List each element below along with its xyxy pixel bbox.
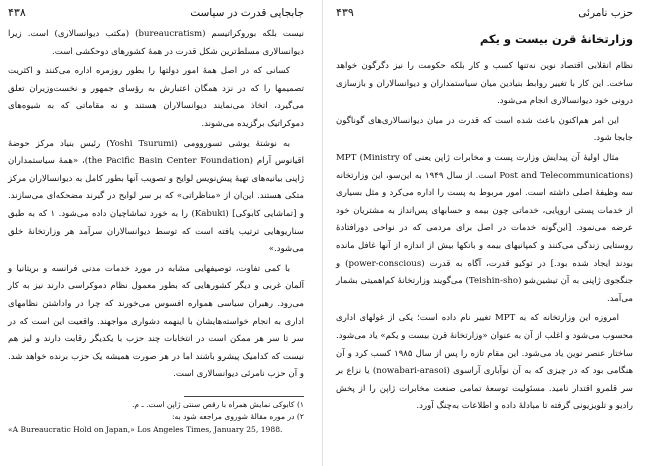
right-page xyxy=(326,0,647,466)
left-paragraph-3: به نوشتهٔ یوشی تسوروومی (Yoshi Tsurumi) رئیس بنیاد مرکز حوضهٔ اقیانوس آرام (the Pacific Basin Center Foundation)، «همهٔ سیاستمداران ژاپنی بیانیه‌های تهیهٔ پیش‌نویس لوایح و تصویب آنها بطور کامل به دیوانسالاران مرکز متکی هستند. این‌ان از «مناظراتی» که بر سر لوایح در گیرند مضحکه‌ای می‌سازند. و [تماشایی کابوکی] (Kabuki) را به خورد تماشاچیان داده می‌شود. ۱ که به طبق سناریوهایی ترتیب یافته است که توسط دیوانسالاران سرآمد هر وزارتخانهٔ خلق می‌شود.» xyxy=(8,138,305,255)
left-body-text xyxy=(8,26,304,384)
left-page-header xyxy=(8,6,304,22)
left-running-title: جابجایی قدرت در سیاست xyxy=(190,7,304,19)
right-paragraph-4: امروزه این وزارتخانه که به MPT تغییر نام داده است؛ یکی از غولهای اداری محسوب می‌شود و اغلب از آن به عنوان «وزارتخانهٔ قرن بیست و یکم» یاد می‌شود. ساختار عنصر نوین یاد می‌شود. این مقام تازه را پس از سال ۱۹۸۵ کسب کرد و آن هنگامی بود که در چیزی که به آن نوآباری آراسوی (nowabari-arasoi) یا نزاع بر سر قلمرو اقتدار نامید. مسئولیت توسعهٔ تمامی صنعت مخابرات ژاپن را از پخش رادیو و تلویزیونی گرفته تا مبادلهٔ داده و اطلاعات به‌چنگ آورد. xyxy=(336,313,633,412)
right-paragraph-1: نظام انقلابی اقتصاد نوین نه‌تنها کسب و کار بلکه حکومت را نیز دگرگون خواهد ساخت. این کار با تغییر روابط بنیادین میان سیاستمداران و دیوانسالاران و بازسازی درونی خود دیوانسالاری انجام می‌شود. xyxy=(336,61,633,107)
right-paragraph-2: این امر هم‌اکنون باعث شده است که قدرت در میان دیوانسالاری‌های گوناگون جابجا شود. xyxy=(336,115,633,144)
left-page xyxy=(0,0,318,466)
right-paragraph-3: مثال اولیهٔ آن پیدایش وزارت پست و مخابرات ژاپن یعنی MPT (Ministry of Post and Telecommunications) است. از سال ۱۹۴۹ به این‌سو، این وزارتخانه سه وظیفهٔ اصلی داشته است. امور مربوط به پست را اداره می‌کرد و مثل بسیاری از خدمات پستی اروپایی، خدماتی چون بیمه و حسابهای پس‌انداز به مشتریان خود عرضه می‌نمود. [این‌گونه خدمات در اصل برای مردمی که در نواحی دورافتادهٔ روستایی زندگی می‌کنند و کمپانیهای بیمه و بانکها بیش از اندازه از آنها غافل مانده بودند ایجاد شده بود.] در توکیو قدرت، آگاه به قدرت (power-conscious) و جنگجوی ژاپنی به آن تیشین‌شو (Teishin-sho) می‌گویند وزارتخانهٔ کم‌اهمیتی بشمار می‌آمد. xyxy=(336,152,634,304)
section-heading: وزارتخانهٔ قرن بیست و یکم xyxy=(479,32,633,46)
left-paragraph-4: با کمی تفاوت، توصیفهایی مشابه در مورد خدمات مدنی فرانسه و بریتانیا و آلمان غربی و دیگر کشورهایی که بطور معمول نظام دموکراسی دارند نیز به کار می‌رود. رهبران سیاسی همواره افسوس می‌خورند که چرا در واداشتن نظامهای اداری به انجام خواسته‌هایشان با اینهمه دشواری مواجهند. واقعیت این است که در سر تا سر هر ممکن است در انتخابات چند حزب با یکدیگر رقابت دارند و لیز هم نیست که کدامیک پیشرو باشند اما در هر صورت همیشه یک حزب برنده خواهد شد. و آن حزب نامرئی دیوانسالاری است. xyxy=(8,263,304,380)
page-gutter xyxy=(322,0,323,466)
right-page-number: ۴۳۹ xyxy=(336,6,354,19)
right-body-text xyxy=(336,58,633,416)
left-paragraph-1: نیست بلکه بوروکراتیسم (bureaucratism) (مکتب دیوانسالاری) است. زیرا دیوانسالاری مسلط‌ترین شکل قدرت در همهٔ کشورهای دوحکشی است. xyxy=(8,29,304,57)
left-page-number: ۴۳۸ xyxy=(8,6,26,19)
right-page-header xyxy=(336,6,633,22)
footnote-1: ۱) کابوکی نمایش همراه با رقص سنتی ژاپن است. ـ م. xyxy=(131,399,304,409)
right-running-title: حزب نامرئی xyxy=(578,7,633,19)
footnote-citation: «A Bureaucratic Hold on Japan,» Los Angeles Times, January 25, 1988. xyxy=(8,424,283,434)
footnotes xyxy=(8,399,304,437)
footnote-2: ۲) در موره مقالهٔ شوروی مراجعه شود به: xyxy=(171,412,304,422)
left-paragraph-2: کسانی که در اصل همهٔ امور دولتها را بطور روزمره اداره می‌کنند و اکثریت تصمیمها را که در نزد همگان اعتبارش به رؤسای جمهور و نخست‌وزیران تعلق می‌گیرد، اتخاذ می‌نمایند دیوانسالاران هستند و نه مقاماتی که به شیوه‌های دموکراتیک برگزیده می‌شوند. xyxy=(8,66,304,129)
